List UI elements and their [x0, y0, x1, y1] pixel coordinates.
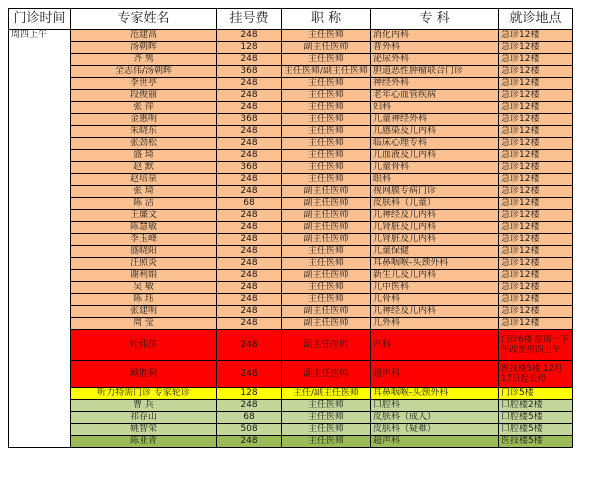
table-row	[9, 388, 573, 400]
title-cell: 主任医师	[282, 162, 371, 174]
fee-cell: 248	[217, 270, 282, 282]
doctor-name-cell: 张 琦	[71, 186, 217, 198]
location-cell: 口腔楼5楼	[499, 424, 573, 436]
title-cell: 主任医师	[282, 114, 371, 126]
doctor-name-cell: 张 萍	[71, 102, 217, 114]
session-cell	[9, 150, 71, 162]
location-cell: 急诊12楼	[499, 294, 573, 306]
specialty-cell: 妇科	[371, 102, 499, 114]
doctor-name-cell: 周 莹	[71, 318, 217, 330]
title-cell: 主任医师	[282, 282, 371, 294]
specialty-cell: 儿神经及儿内科	[371, 210, 499, 222]
table-row	[9, 330, 573, 361]
fee-cell: 248	[217, 282, 282, 294]
fee-cell: 368	[217, 114, 282, 126]
session-cell	[9, 162, 71, 174]
session-cell	[9, 361, 71, 388]
location-cell: 急诊12楼	[499, 30, 573, 42]
doctor-name-cell: 汪照炎	[71, 258, 217, 270]
session-cell	[9, 114, 71, 126]
location-cell: 急诊12楼	[499, 270, 573, 282]
specialty-cell: 儿外科	[371, 318, 499, 330]
title-cell: 副主任医师	[282, 210, 371, 222]
location-cell: 急诊12楼	[499, 138, 573, 150]
title-cell: 主任医师	[282, 294, 371, 306]
specialty-cell: 产科	[371, 330, 499, 361]
table-row	[9, 306, 573, 318]
doctor-name-cell: 陈 珏	[71, 294, 217, 306]
specialty-cell: 神经外科	[371, 78, 499, 90]
fee-cell: 508	[217, 424, 282, 436]
header-name: 专家姓名	[71, 9, 217, 30]
fee-cell: 248	[217, 234, 282, 246]
table-row	[9, 186, 573, 198]
session-cell	[9, 78, 71, 90]
title-cell: 主任医师	[282, 424, 371, 436]
fee-cell: 248	[217, 138, 282, 150]
session-cell	[9, 54, 71, 66]
location-cell: 急诊12楼	[499, 198, 573, 210]
session-cell	[9, 294, 71, 306]
location-cell: 急诊12楼	[499, 66, 573, 78]
specialty-cell: 老年心血管疾病	[371, 90, 499, 102]
fee-cell: 248	[217, 318, 282, 330]
title-cell: 主任医师	[282, 174, 371, 186]
title-cell: 主任医师	[282, 54, 371, 66]
fee-cell: 368	[217, 66, 282, 78]
table-row	[9, 246, 573, 258]
title-cell: 主任医师	[282, 150, 371, 162]
table-row	[9, 412, 573, 424]
fee-cell: 68	[217, 412, 282, 424]
location-cell: 急诊12楼	[499, 318, 573, 330]
fee-cell: 248	[217, 222, 282, 234]
location-cell: 医技楼5楼 12月17日起长停	[499, 361, 573, 388]
specialty-cell: 儿感染及儿内科	[371, 126, 499, 138]
table-row	[9, 361, 573, 388]
session-cell	[9, 258, 71, 270]
location-cell: 急诊12楼	[499, 42, 573, 54]
specialty-cell: 耳鼻咽喉-头颈外科	[371, 388, 499, 400]
table-row	[9, 174, 573, 186]
session-cell	[9, 90, 71, 102]
fee-cell: 248	[217, 174, 282, 186]
specialty-cell: 皮肤科（成人）	[371, 412, 499, 424]
session-cell	[9, 270, 71, 282]
specialty-cell: 儿童骨科	[371, 162, 499, 174]
session-cell	[9, 210, 71, 222]
specialty-cell: 儿神经及儿内科	[371, 306, 499, 318]
title-cell: 主任医师	[282, 126, 371, 138]
fee-cell: 248	[217, 186, 282, 198]
specialty-cell: 普外科	[371, 42, 499, 54]
table-row	[9, 150, 573, 162]
location-cell: 急诊12楼	[499, 114, 573, 126]
title-cell: 主任医师	[282, 90, 371, 102]
location-cell: 急诊12楼	[499, 222, 573, 234]
table-row	[9, 126, 573, 138]
table-row	[9, 54, 573, 66]
location-cell: 门诊5楼	[499, 388, 573, 400]
fee-cell: 248	[217, 294, 282, 306]
specialty-cell: 皮肤科（儿童）	[371, 198, 499, 210]
location-cell: 急诊12楼	[499, 90, 573, 102]
location-cell: 医技楼5楼	[499, 436, 573, 448]
title-cell: 副主任医师	[282, 42, 371, 54]
specialty-cell: 消化内科	[371, 30, 499, 42]
doctor-name-cell: 张建明	[71, 306, 217, 318]
table-row	[9, 66, 573, 78]
session-cell	[9, 66, 71, 78]
doctor-name-cell: 陈亚青	[71, 436, 217, 448]
title-cell: 主任医师	[282, 78, 371, 90]
title-cell: 副主任医师	[282, 306, 371, 318]
fee-cell: 248	[217, 361, 282, 388]
session-cell	[9, 174, 71, 186]
header-title: 职 称	[282, 9, 371, 30]
session-cell	[9, 412, 71, 424]
fee-cell: 248	[217, 210, 282, 222]
header-row	[9, 9, 573, 30]
doctor-name-cell: 范建高	[71, 30, 217, 42]
doctor-name-cell: 盛 琦	[71, 150, 217, 162]
location-cell: 急诊12楼	[499, 54, 573, 66]
location-cell: 急诊12楼	[499, 150, 573, 162]
title-cell: 主任医师	[282, 412, 371, 424]
table-row	[9, 210, 573, 222]
title-cell: 副主任医师	[282, 330, 371, 361]
doctor-name-cell: 姚智荣	[71, 424, 217, 436]
session-cell	[9, 198, 71, 210]
fee-cell: 128	[217, 42, 282, 54]
doctor-name-cell: 段俊丽	[71, 90, 217, 102]
doctor-name-cell: 王廉文	[71, 210, 217, 222]
location-cell: 急诊12楼	[499, 210, 573, 222]
session-cell	[9, 282, 71, 294]
specialty-cell: 新生儿及儿内科	[371, 270, 499, 282]
session-cell	[9, 424, 71, 436]
title-cell: 主任医师	[282, 246, 371, 258]
doctor-name-cell: 全志伟/汤朝晖	[71, 66, 217, 78]
table-row	[9, 400, 573, 412]
session-cell	[9, 436, 71, 448]
fee-cell: 128	[217, 388, 282, 400]
location-cell: 急诊12楼	[499, 282, 573, 294]
location-cell: 急诊12楼	[499, 306, 573, 318]
specialty-cell: 儿童保健	[371, 246, 499, 258]
table-row	[9, 270, 573, 282]
location-cell: 口腔楼5楼	[499, 412, 573, 424]
header-location: 就诊地点	[499, 9, 573, 30]
specialty-cell: 儿肾脏及儿内科	[371, 234, 499, 246]
schedule-table	[8, 8, 573, 448]
session-cell	[9, 222, 71, 234]
fee-cell: 68	[217, 198, 282, 210]
table-row	[9, 90, 573, 102]
session-cell: 周四上午	[9, 30, 71, 42]
doctor-name-cell: 听力特需门诊 专家轮诊	[71, 388, 217, 400]
title-cell: 主任医师	[282, 436, 371, 448]
title-cell: 副主任医师	[282, 318, 371, 330]
doctor-name-cell: 赵 默	[71, 162, 217, 174]
location-cell: 急诊12楼	[499, 258, 573, 270]
table-row	[9, 318, 573, 330]
location-cell: 急诊12楼	[499, 234, 573, 246]
doctor-name-cell: 盛晓阳	[71, 246, 217, 258]
fee-cell: 248	[217, 54, 282, 66]
specialty-cell: 超声科	[371, 436, 499, 448]
session-cell	[9, 330, 71, 361]
fee-cell: 248	[217, 150, 282, 162]
session-cell	[9, 400, 71, 412]
session-cell	[9, 42, 71, 54]
table-row	[9, 424, 573, 436]
location-cell: 急诊12楼	[499, 174, 573, 186]
fee-cell: 248	[217, 90, 282, 102]
doctor-name-cell: 李玉峰	[71, 234, 217, 246]
table-row	[9, 102, 573, 114]
specialty-cell: 耳鼻咽喉-头颈外科	[371, 258, 499, 270]
location-cell: 急诊12楼	[499, 78, 573, 90]
table-row	[9, 436, 573, 448]
title-cell: 主任医师	[282, 102, 371, 114]
doctor-name-cell: 曹 兵	[71, 400, 217, 412]
doctor-name-cell: 叶伟萍	[71, 330, 217, 361]
title-cell: 副主任医师	[282, 222, 371, 234]
title-cell: 主任医师	[282, 138, 371, 150]
specialty-cell: 儿骨科	[371, 294, 499, 306]
title-cell: 主任医师	[282, 400, 371, 412]
fee-cell: 368	[217, 162, 282, 174]
fee-cell: 248	[217, 30, 282, 42]
location-cell: 急诊12楼	[499, 102, 573, 114]
table-row	[9, 294, 573, 306]
fee-cell: 248	[217, 78, 282, 90]
specialty-cell: 超声科	[371, 361, 499, 388]
location-cell: 口腔楼2楼	[499, 400, 573, 412]
table-row	[9, 114, 573, 126]
table-row	[9, 198, 573, 210]
specialty-cell: 儿肾脏及儿内科	[371, 222, 499, 234]
doctor-name-cell: 陈慧敏	[71, 222, 217, 234]
table-row	[9, 42, 573, 54]
fee-cell: 248	[217, 436, 282, 448]
doctor-name-cell: 吴 敏	[71, 282, 217, 294]
title-cell: 副主任医师	[282, 270, 371, 282]
header-time: 门诊时间	[9, 9, 71, 30]
doctor-name-cell: 朱晓东	[71, 126, 217, 138]
location-cell: 急诊12楼	[499, 126, 573, 138]
table-row	[9, 282, 573, 294]
title-cell: 副主任医师	[282, 234, 371, 246]
specialty-cell: 儿中医科	[371, 282, 499, 294]
specialty-cell: 儿血液及儿内科	[371, 150, 499, 162]
title-cell: 副主任医师	[282, 198, 371, 210]
title-cell: 主任/副主任医师	[282, 388, 371, 400]
fee-cell: 248	[217, 246, 282, 258]
doctor-name-cell: 李世亭	[71, 78, 217, 90]
location-cell: 急诊12楼	[499, 246, 573, 258]
specialty-cell: 泌尿外科	[371, 54, 499, 66]
location-cell: 急诊12楼	[499, 162, 573, 174]
session-cell	[9, 388, 71, 400]
table-row	[9, 258, 573, 270]
location-cell: 门诊6楼 原周一下午改至周四上午	[499, 330, 573, 361]
specialty-cell: 儿童神经外科	[371, 114, 499, 126]
doctor-name-cell: 齐 隽	[71, 54, 217, 66]
session-cell	[9, 246, 71, 258]
fee-cell: 248	[217, 258, 282, 270]
session-cell	[9, 186, 71, 198]
session-cell	[9, 318, 71, 330]
location-cell: 急诊12楼	[499, 186, 573, 198]
doctor-name-cell: 汤朝晖	[71, 42, 217, 54]
session-cell	[9, 234, 71, 246]
fee-cell: 248	[217, 306, 282, 318]
table-row	[9, 78, 573, 90]
session-cell	[9, 138, 71, 150]
session-cell	[9, 306, 71, 318]
specialty-cell: 临床心理专科	[371, 138, 499, 150]
table-row	[9, 222, 573, 234]
specialty-cell: 口腔科	[371, 400, 499, 412]
doctor-name-cell: 张劲松	[71, 138, 217, 150]
fee-cell: 248	[217, 400, 282, 412]
specialty-cell: 视网膜专病门诊	[371, 186, 499, 198]
doctor-name-cell: 祁存山	[71, 412, 217, 424]
title-cell: 主任医师/副主任医师	[282, 66, 371, 78]
table-row	[9, 234, 573, 246]
header-specialty: 专 科	[371, 9, 499, 30]
table-row	[9, 30, 573, 42]
title-cell: 主任医师	[282, 30, 371, 42]
title-cell: 主任医师	[282, 258, 371, 270]
table-row	[9, 162, 573, 174]
fee-cell: 248	[217, 102, 282, 114]
doctor-name-cell: 陈 洁	[71, 198, 217, 210]
doctor-name-cell: 顾胜利	[71, 361, 217, 388]
doctor-name-cell: 赵培泉	[71, 174, 217, 186]
doctor-name-cell: 金惠明	[71, 114, 217, 126]
title-cell: 副主任医师	[282, 186, 371, 198]
fee-cell: 248	[217, 330, 282, 361]
header-fee: 挂号费	[217, 9, 282, 30]
specialty-cell: 眼科	[371, 174, 499, 186]
table-row	[9, 138, 573, 150]
session-cell	[9, 126, 71, 138]
title-cell: 副主任医师	[282, 361, 371, 388]
fee-cell: 248	[217, 126, 282, 138]
specialty-cell: 皮肤科（疑难）	[371, 424, 499, 436]
session-cell	[9, 102, 71, 114]
specialty-cell: 胆道恶性肿瘤联合门诊	[371, 66, 499, 78]
doctor-name-cell: 谢利娟	[71, 270, 217, 282]
